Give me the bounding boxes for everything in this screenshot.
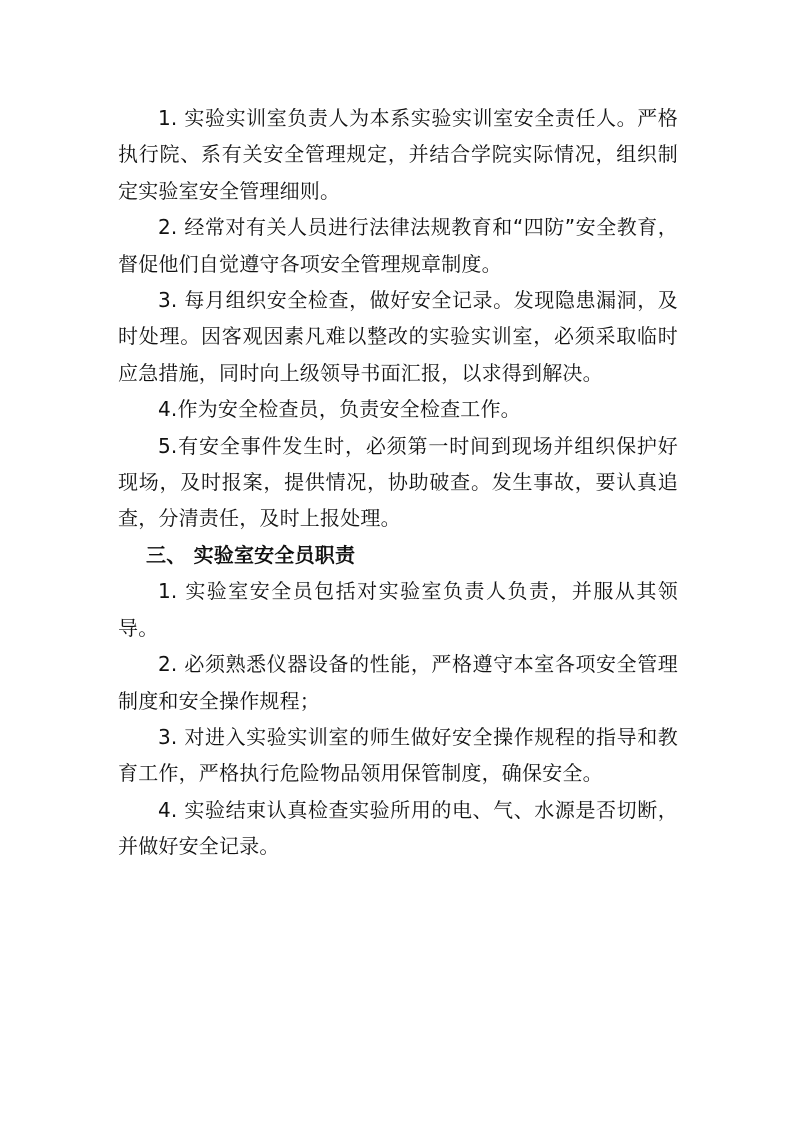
section3-item-1: 1. 实验室安全员包括对实验室负责人负责，并服从其领导。 [118, 579, 678, 640]
section2-item-2: 2. 经常对有关人员进行法律法规教育和“四防”安全教育，督促他们自觉遵守各项安全管理规章制度。 [118, 215, 678, 276]
section2-item-4: 4.作为安全检查员，负责安全检查工作。 [158, 397, 521, 422]
section3-item-3: 3. 对进入实验实训室的师生做好安全操作规程的指导和教育工作，严格执行危险物品领用保管制度，确保安全。 [118, 724, 678, 786]
section3-item-4: 4. 实验结束认真检查实验所用的电、气、水源是否切断，并做好安全记录。 [118, 797, 678, 859]
document-body [118, 100, 678, 865]
section3-heading: 三、 实验室安全员职责 [146, 542, 356, 567]
section2-item-3: 3. 每月组织安全检查，做好安全记录。发现隐患漏洞，及时处理。因客观因素凡难以整改的实验实训室，必须采取临时应急措施，同时向上级领导书面汇报，以求得到解决。 [118, 288, 678, 385]
section3-item-2: 2. 必须熟悉仪器设备的性能，严格遵守本室各项安全管理制度和安全操作规程； [118, 652, 678, 713]
section2-item-5: 5.有安全事件发生时，必须第一时间到现场并组织保护好现场，及时报案，提供情况，协助破查。发生事故，要认真追查，分清责任，及时上报处理。 [118, 433, 678, 531]
section2-item-1: 1. 实验实训室负责人为本系实验实训室安全责任人。严格执行院、系有关安全管理规定，并结合学院实际情况，组织制定实验室安全管理细则。 [118, 106, 678, 203]
